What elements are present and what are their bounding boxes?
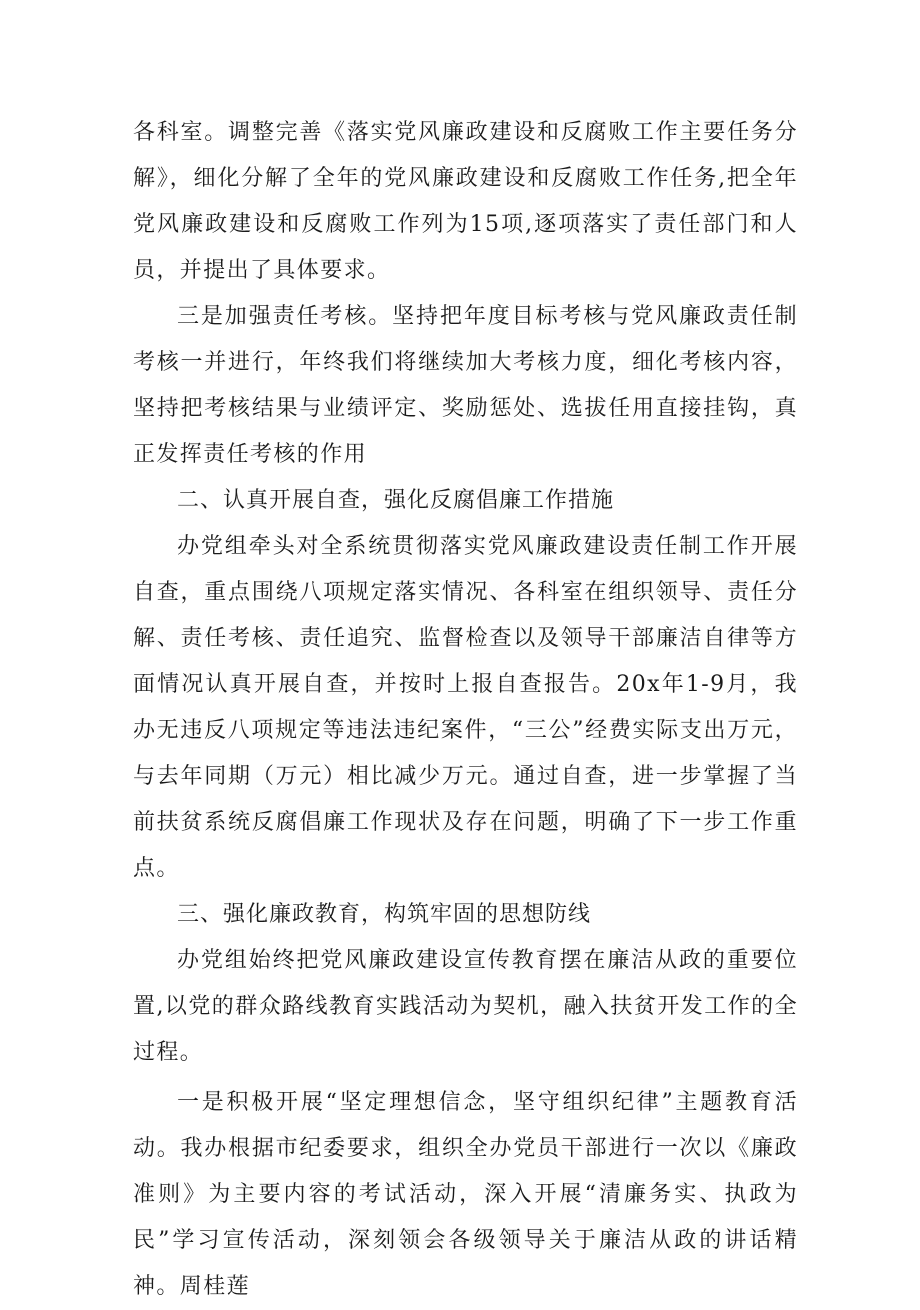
document-body	[133, 110, 798, 1310]
section-heading-education: 三、强化廉政教育，构筑牢固的思想防线	[177, 902, 592, 927]
section-heading-self-inspection: 二、认真开展自查，强化反腐倡廉工作措施	[177, 488, 615, 513]
paragraph-education-intro: 办党组始终把党风廉政建设宣传教育摆在廉洁从政的重要位置,以党的群众路线教育实践活动为契机，融入扶贫开发工作的全过程。	[133, 948, 798, 1065]
paragraph-continuation: 各科室。调整完善《落实党风廉政建设和反腐败工作主要任务分解》，细化分解了全年的党风廉政建设和反腐败工作任务,把全年党风廉政建设和反腐败工作列为15项,逐项落实了责任部门和人员，并提出了具体要求。	[133, 120, 798, 283]
paragraph-responsibility-assessment: 三是加强责任考核。坚持把年度目标考核与党风廉政责任制考核一并进行，年终我们将继续加大考核力度，细化考核内容，坚持把考核结果与业绩评定、奖励惩处、选拔任用直接挂钩，真正发挥责任考核的作用	[133, 304, 798, 467]
paragraph-self-inspection: 办党组牵头对全系统贯彻落实党风廉政建设责任制工作开展自查，重点围绕八项规定落实情况、各科室在组织领导、责任分解、责任考核、责任追究、监督检查以及领导干部廉洁自律等方面情况认真开展自查，并按时上报自查报告。20x年1-9月，我办无违反八项规定等违法违纪案件，“三公”经费实际支出万元，与去年同期（万元）相比减少万元。通过自查，进一步掌握了当前扶贫系统反腐倡廉工作现状及存在问题，明确了下一步工作重点。	[133, 534, 798, 881]
paragraph-theme-activity: 一是积极开展“坚定理想信念，坚守组织纪律”主题教育活动。我办根据市纪委要求，组织全办党员干部进行一次以《廉政准则》为主要内容的考试活动，深入开展“清廉务实、执政为民”学习宣传活动，深刻领会各级领导关于廉洁从政的讲话精神。周桂莲	[133, 1090, 798, 1299]
